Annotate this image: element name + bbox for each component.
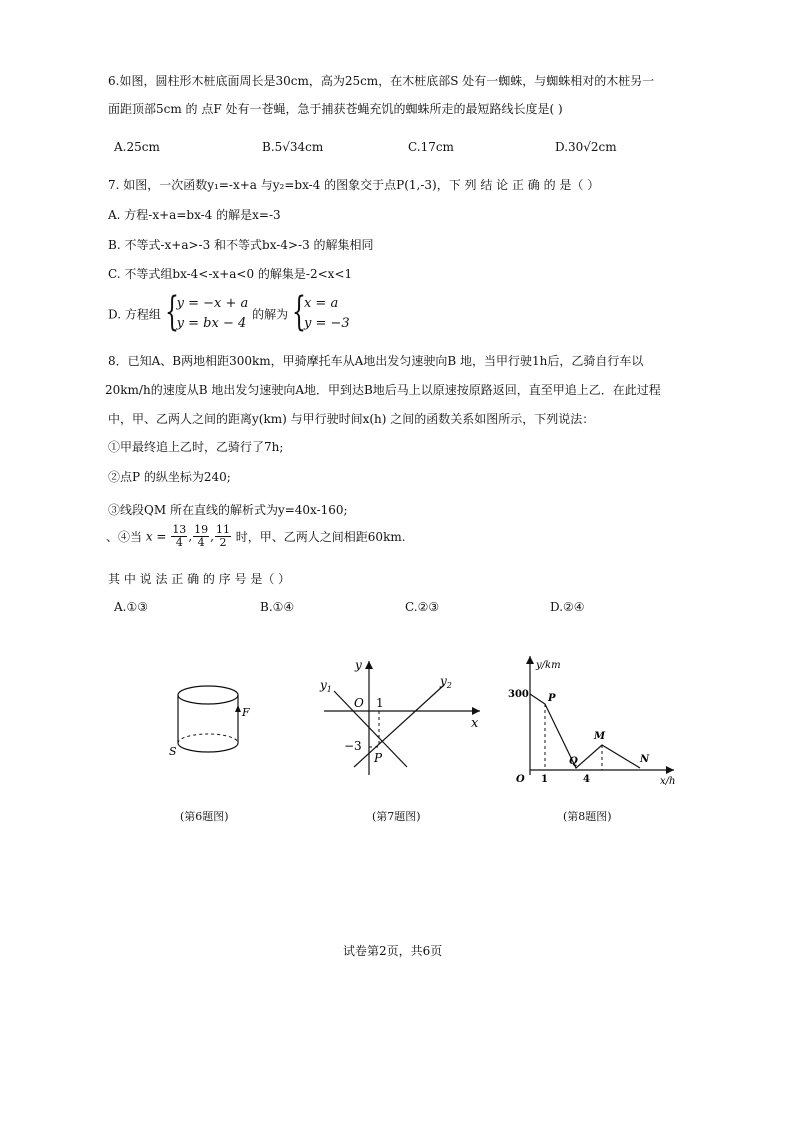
- figure-8-caption: (第8题图): [563, 810, 612, 823]
- label-y-axis: y/km: [536, 660, 561, 671]
- label-y2: $y_2$: [440, 674, 452, 690]
- fraction-19-4: [193, 524, 209, 549]
- q8-ask: 其 中 说 法 正 确 的 序 号 是（ ）: [108, 572, 291, 586]
- label-x: x: [471, 716, 479, 731]
- q8-option-d: D.②④: [550, 600, 585, 614]
- x-axis-arrow: [472, 707, 480, 715]
- q8-statement-4-x: x =: [145, 529, 167, 544]
- label-y1: $y_1$: [320, 678, 332, 694]
- fraction-11-2: [215, 524, 231, 549]
- q7-option-a: A. 方程-x+a=bx-4 的解是x=-3: [108, 208, 281, 222]
- q8-statement-1: ①甲最终追上乙时，乙骑行了7h;: [108, 440, 284, 454]
- q8-stem-line3: 中，甲、乙两人之间的距离y(km) 与甲行驶时间x(h) 之间的函数关系如图所示，下列说法：: [108, 412, 595, 426]
- q7-stem: 7. 如图，一次函数y₁=-x+a 与y₂=bx-4 的图象交于点P(1,-3)，下 列 结 论 正 确 的 是（ ）: [108, 178, 600, 192]
- q6-stem-line1: 6.如图，圆柱形木桩底面周长是30cm，高为25cm，在木桩底部S 处有一蜘蛛，与蜘蛛相对的木桩另一: [108, 74, 655, 88]
- page-footer: 试卷第2页，共6页: [343, 944, 443, 958]
- q8-statement-2: ②点P 的纵坐标为240;: [108, 470, 231, 484]
- q8-statement-3: ③线段QM 所在直线的解析式为y=40x-160;: [108, 503, 348, 517]
- label-x-axis: x/h: [660, 776, 676, 787]
- x-axis-arrow: [666, 766, 674, 774]
- q8-statement-4: 、④当 x = $\frac{13}{4}$ , $\frac{19}{4}$ , $\frac{11}{2}$ 时，甲、乙两人之间相距60km.: [106, 523, 406, 549]
- figure-7-graph: [312, 655, 487, 780]
- fraction-numerator: 11: [215, 523, 230, 536]
- figure-7-caption: (第7题图): [372, 810, 421, 823]
- q6-option-d: D.30√2cm: [555, 140, 617, 154]
- q8-statement-4-suffix: 时，甲、乙两人之间相距60km.: [235, 530, 406, 544]
- q6-stem-line2: 面距顶部5cm 的 点F 处有一苍蝇，急于捕获苍蝇充饥的蜘蛛所走的最短路线长度是( ): [108, 102, 563, 116]
- label-p: P: [548, 693, 556, 704]
- q7-system-equations: [165, 294, 249, 334]
- cylinder-top-ellipse: [178, 686, 238, 704]
- q8-stem-line2: 20km/h的速度从B 地出发匀速驶向A地．甲到达B地后马上以原速按原路返回，直至甲追上乙．在此过程: [105, 383, 661, 397]
- figure-8-graph: [502, 650, 682, 790]
- q8-option-b: B.①④: [260, 600, 295, 614]
- q7-option-b: B. 不等式-x+a>-3 和不等式bx-4>-3 的解集相同: [108, 238, 374, 252]
- label-p: P: [374, 751, 383, 765]
- fraction-denominator: 2: [219, 536, 227, 549]
- fraction-numerator: 13: [172, 523, 187, 536]
- figure-6-caption: (第6题图): [180, 810, 229, 823]
- q7-solution-y: y = −3: [303, 316, 350, 331]
- q6-option-a: A.25cm: [114, 140, 160, 154]
- q7-solution-x: { x = a: [303, 296, 339, 311]
- label-origin: O: [354, 696, 364, 710]
- q7-option-d-mid: 的解为: [252, 307, 289, 322]
- fraction-denominator: 4: [175, 536, 183, 549]
- q8-stem-line1: 8．已知A、B两地相距300km，甲骑摩托车从A地出发匀速驶向B 地，当甲行驶1h后，乙骑自行车以: [108, 354, 644, 368]
- label-m: M: [594, 731, 606, 742]
- label-y: y: [355, 658, 362, 672]
- label-q: Q: [569, 756, 578, 767]
- fraction-denominator: 4: [197, 536, 205, 549]
- q8-option-c: C.②③: [405, 600, 440, 614]
- fraction-numerator: 19: [194, 523, 209, 536]
- q7-option-d-prefix: D. 方程组: [108, 307, 161, 322]
- q7-system-solution: [292, 294, 350, 334]
- fraction-13-4: [171, 524, 187, 549]
- label-one: 1: [541, 774, 548, 785]
- q8-statement-4-prefix: 、④当: [106, 530, 143, 544]
- figure-6-cylinder: [160, 675, 260, 770]
- label-f: F: [242, 706, 250, 719]
- label-n: N: [640, 754, 650, 765]
- label-300: 300: [508, 689, 529, 700]
- y-axis-arrow: [526, 656, 534, 664]
- y-axis-arrow: [365, 661, 373, 669]
- label-s: S: [169, 745, 177, 758]
- label-four: 4: [583, 774, 590, 785]
- label-origin: O: [516, 774, 525, 785]
- q7-option-c: C. 不等式组bx-4<-x+a<0 的解集是-2<x<1: [108, 267, 353, 281]
- q7-option-d: [108, 294, 350, 334]
- label-neg3: −3: [344, 739, 362, 753]
- q6-option-c: C.17cm: [408, 140, 454, 154]
- q8-option-a: A.①③: [114, 600, 148, 614]
- q7-system-eq1: { y = −x + a: [176, 296, 249, 311]
- distance-polyline: [530, 694, 640, 768]
- q7-system-eq2: y = bx − 4: [176, 316, 247, 331]
- point-f-marker: [235, 705, 241, 712]
- cylinder-bottom-back: [178, 734, 238, 743]
- q6-option-b: B.5√34cm: [262, 140, 324, 154]
- label-one: 1: [376, 696, 384, 710]
- cylinder-bottom-front: [178, 743, 238, 752]
